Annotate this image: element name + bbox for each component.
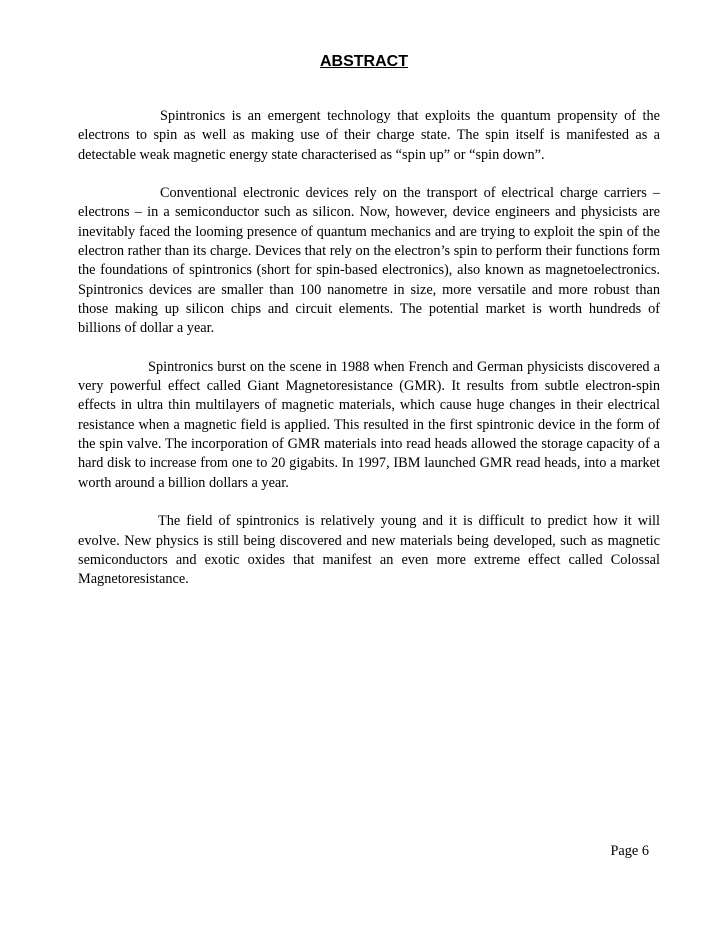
abstract-body [78, 107, 660, 609]
paragraph-4: The field of spintronics is relatively young and it is difficult to predict how it will evolve. New physics is still being discovered and new materials being developed, such as magnetic semiconductors and exotic oxides that manifest an even more extreme effect called Colossal Magnetoresistance. [78, 513, 660, 588]
page-title [0, 52, 728, 72]
page-number: Page 6 [610, 843, 649, 859]
paragraph-2: Conventional electronic devices rely on the transport of electrical charge carriers – electrons – in a semiconductor such as silicon. Now, however, device engineers and physicists are inevitably faced the looming presence of quantum mechanics and are trying to exploit the spin of the electron rather than its charge. Devices that rely on the electron’s spin to perform their functions form the foundations of spintronics (short for spin-based electronics), also known as magnetoelectronics. Spintronics devices are smaller than 100 nanometre in size, more versatile and more robust than those making up silicon chips and circuit elements. The potential market is worth hundreds of billions of dollar a year. [78, 185, 660, 337]
paragraph-1: Spintronics is an emergent technology that exploits the quantum propensity of the electrons to spin as well as making use of their charge state. The spin itself is manifested as a detectable weak magnetic energy state characterised as “spin up” or “spin down”. [78, 108, 660, 163]
paragraph-3: Spintronics burst on the scene in 1988 when French and German physicists discovered a very powerful effect called Giant Magnetoresistance (GMR). It results from subtle electron-spin effects in ultra thin multilayers of magnetic materials, which cause huge changes in their electrical resistance when a magnetic field is applied. This resulted in the first spintronic device in the form of the spin valve. The incorporation of GMR materials into read heads allowed the storage capacity of a hard disk to increase from one to 20 gigabits. In 1997, IBM launched GMR read heads, into a market worth around a billion dollars a year. [78, 358, 660, 491]
page-title-text: ABSTRACT [320, 53, 408, 70]
